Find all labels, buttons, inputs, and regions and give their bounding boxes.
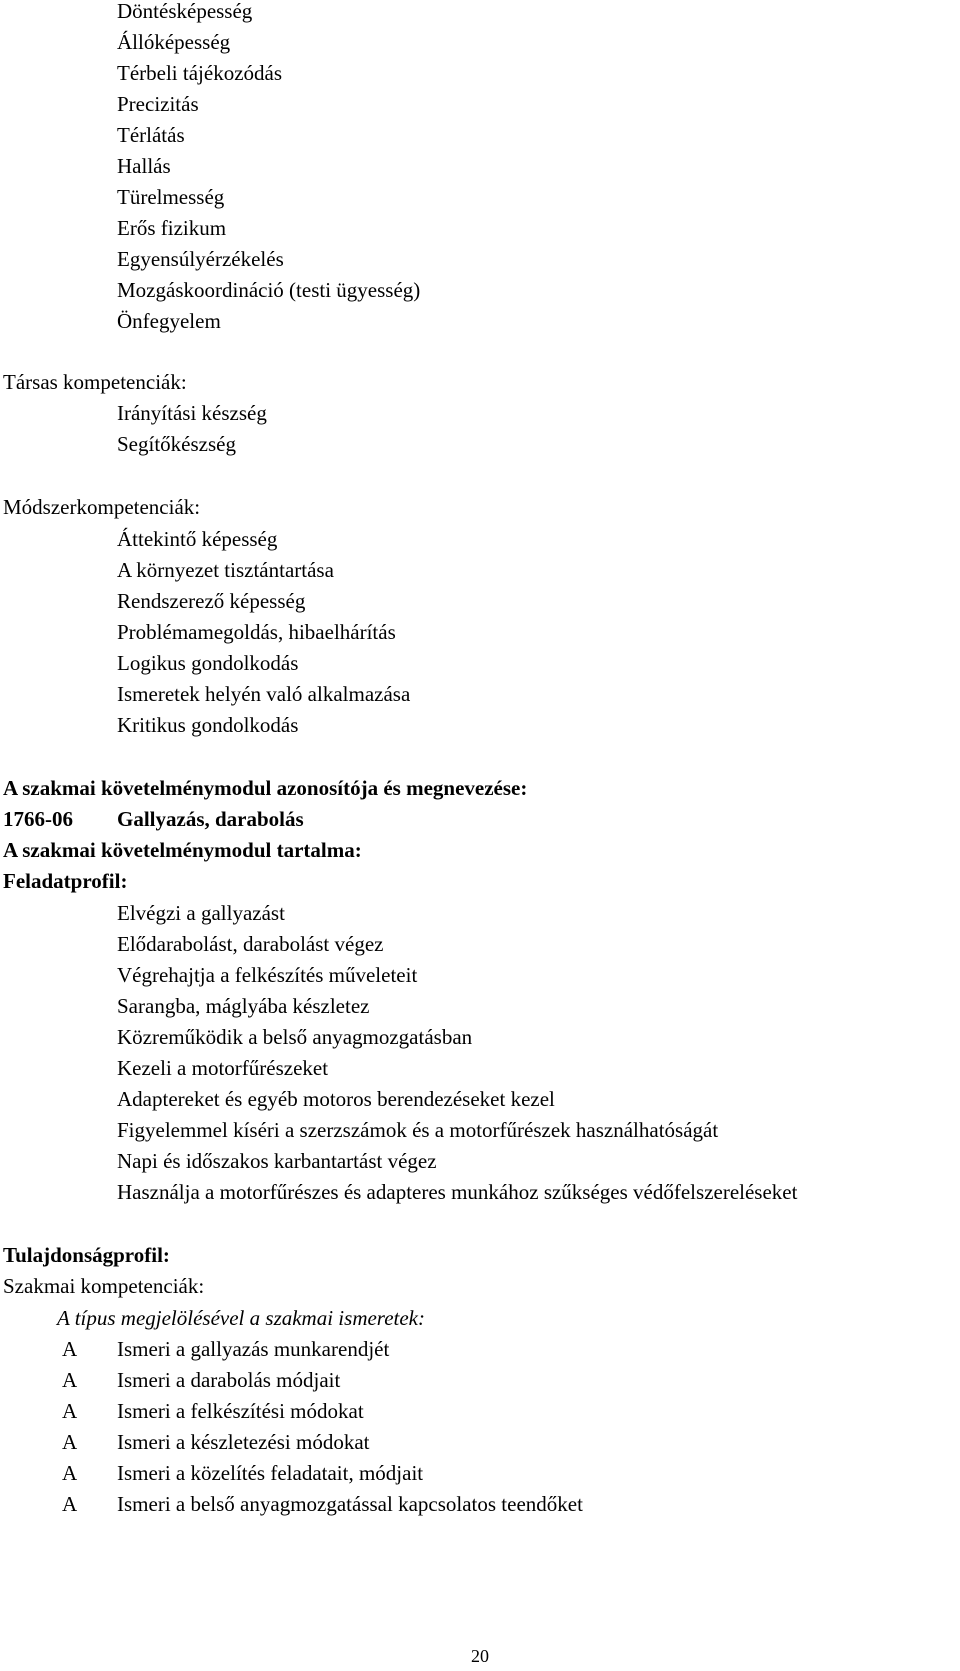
list-item: Végrehajtja a felkészítés műveleteit bbox=[117, 963, 418, 987]
knowledge-item: Ismeri a belső anyagmozgatással kapcsolatos teendőket bbox=[117, 1492, 583, 1516]
list-item: Állóképesség bbox=[117, 30, 231, 54]
list-item: Kezeli a motorfűrészeket bbox=[117, 1056, 329, 1080]
list-item: Térlátás bbox=[117, 123, 185, 147]
module-code: 1766-06 bbox=[3, 807, 73, 831]
list-item: Türelmesség bbox=[117, 185, 225, 209]
list-item: Elvégzi a gallyazást bbox=[117, 901, 285, 925]
knowledge-item: Ismeri a készletezési módokat bbox=[117, 1430, 370, 1454]
table-row bbox=[0, 1463, 960, 1487]
list-item: Önfegyelem bbox=[117, 309, 221, 333]
table-row bbox=[0, 1494, 960, 1518]
property-profile-heading: Tulajdonságprofil: bbox=[3, 1243, 170, 1267]
list-item: Erős fizikum bbox=[117, 216, 227, 240]
type-code: A bbox=[62, 1337, 78, 1361]
type-code: A bbox=[62, 1492, 78, 1516]
type-code: A bbox=[62, 1461, 78, 1485]
method-competencies-heading: Módszerkompetenciák: bbox=[3, 495, 201, 519]
knowledge-item: Ismeri a közelítés feladatait, módjait bbox=[117, 1461, 424, 1485]
social-competencies-heading: Társas kompetenciák: bbox=[3, 370, 187, 394]
list-item: Döntésképesség bbox=[117, 0, 253, 23]
list-item: Egyensúlyérzékelés bbox=[117, 247, 284, 271]
table-row bbox=[0, 1370, 960, 1394]
list-item: Irányítási készség bbox=[117, 401, 267, 425]
table-row bbox=[0, 1432, 960, 1456]
list-item: Elődarabolást, darabolást végez bbox=[117, 932, 384, 956]
list-item: Problémamegoldás, hibaelhárítás bbox=[117, 620, 396, 644]
list-item: Áttekintő képesség bbox=[117, 527, 278, 551]
list-item: Rendszerező képesség bbox=[117, 589, 306, 613]
list-item: Kritikus gondolkodás bbox=[117, 713, 299, 737]
list-item: Használja a motorfűrészes és adapteres munkához szűkséges védőfelszereléseket bbox=[117, 1180, 798, 1204]
knowledge-item: Ismeri a gallyazás munkarendjét bbox=[117, 1337, 390, 1361]
list-item: Hallás bbox=[117, 154, 171, 178]
list-item: Adaptereket és egyéb motoros berendezéseket kezel bbox=[117, 1087, 555, 1111]
knowledge-item: Ismeri a darabolás módjait bbox=[117, 1368, 341, 1392]
list-item: Térbeli tájékozódás bbox=[117, 61, 283, 85]
type-code: A bbox=[62, 1399, 78, 1423]
type-knowledge-heading: A típus megjelölésével a szakmai ismeretek: bbox=[57, 1306, 425, 1330]
list-item: Napi és időszakos karbantartást végez bbox=[117, 1149, 437, 1173]
type-code: A bbox=[62, 1430, 78, 1454]
task-profile-heading: Feladatprofil: bbox=[3, 869, 128, 893]
list-item: Precizitás bbox=[117, 92, 199, 116]
module-code-line bbox=[3, 809, 304, 830]
list-item: Mozgáskoordináció (testi ügyesség) bbox=[117, 278, 421, 302]
module-id-heading: A szakmai követelménymodul azonosítója és megnevezése: bbox=[3, 776, 528, 800]
knowledge-item: Ismeri a felkészítési módokat bbox=[117, 1399, 364, 1423]
list-item: Figyelemmel kíséri a szerzszámok és a motorfűrészek használhatóságát bbox=[117, 1118, 719, 1142]
page-number: 20 bbox=[471, 1646, 489, 1666]
module-content-heading: A szakmai követelménymodul tartalma: bbox=[3, 838, 362, 862]
list-item: Segítőkészség bbox=[117, 432, 236, 456]
professional-competencies-heading: Szakmai kompetenciák: bbox=[3, 1274, 205, 1298]
list-item: Logikus gondolkodás bbox=[117, 651, 299, 675]
module-name: Gallyazás, darabolás bbox=[117, 807, 304, 831]
table-row bbox=[0, 1401, 960, 1425]
list-item: Sarangba, máglyába készletez bbox=[117, 994, 370, 1018]
type-code: A bbox=[62, 1368, 78, 1392]
table-row bbox=[0, 1339, 960, 1363]
list-item: A környezet tisztántartása bbox=[117, 558, 334, 582]
list-item: Közreműködik a belső anyagmozgatásban bbox=[117, 1025, 473, 1049]
list-item: Ismeretek helyén való alkalmazása bbox=[117, 682, 411, 706]
